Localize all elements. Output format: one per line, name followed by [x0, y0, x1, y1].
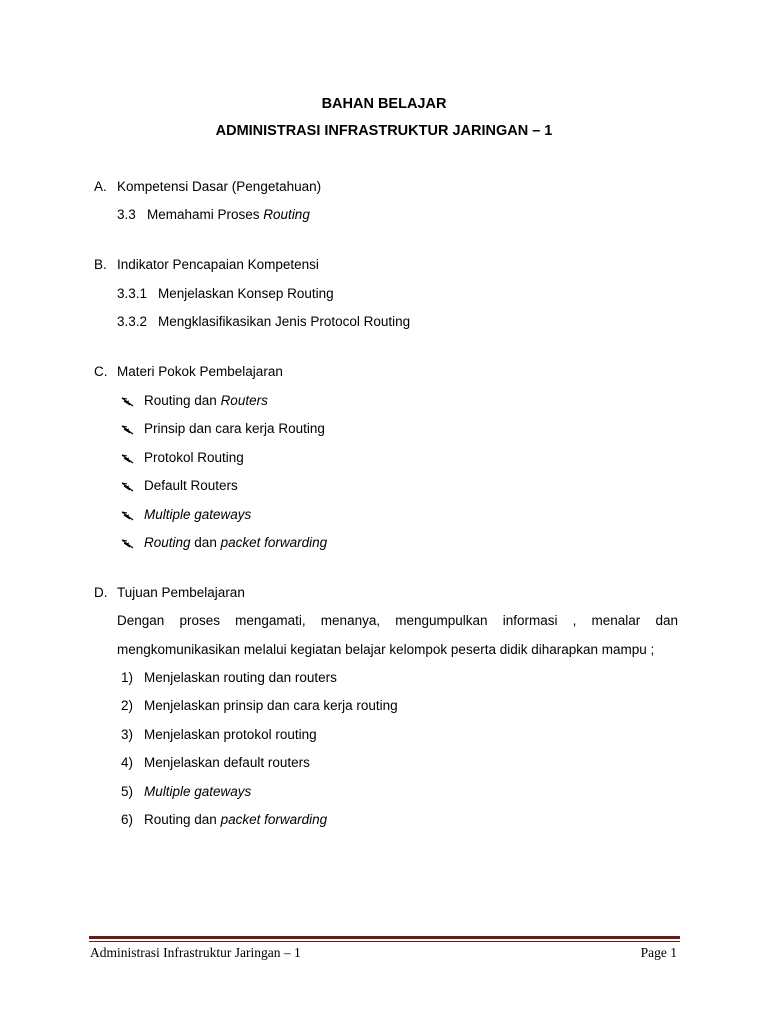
section-b-item-1-number: 3.3.1 [117, 286, 148, 301]
section-d-item-5-number: 5) [121, 784, 134, 799]
pointing-hand-icon [121, 481, 135, 493]
section-c-item-1 [144, 392, 268, 410]
section-b-item-2-text: Mengklasifikasikan Jenis Protocol Routing [158, 314, 411, 329]
section-d-item-3-number: 3) [121, 727, 134, 742]
section-d-item-6-text: Routing dan [144, 812, 221, 827]
section-d-item-2-number: 2) [121, 698, 134, 713]
section-d-item-1-text: Menjelaskan routing dan routers [144, 670, 337, 685]
section-c-heading: Materi Pokok Pembelajaran [117, 364, 283, 379]
section-d-heading: Tujuan Pembelajaran [117, 585, 245, 600]
footer-page-number: Page 1 [640, 945, 677, 960]
section-b-item-1-text: Menjelaskan Konsep Routing [158, 286, 334, 301]
section-d-item-1-number: 1) [121, 670, 134, 685]
document-title: BAHAN BELAJAR [321, 96, 447, 112]
pointing-hand-icon [121, 424, 135, 436]
section-a-item-italic: Routing [263, 207, 310, 222]
section-d-item-4-text: Menjelaskan default routers [144, 755, 310, 770]
pointing-hand-icon [121, 510, 135, 522]
document-subtitle: ADMINISTRASI INFRASTRUKTUR JARINGAN – 1 [215, 123, 553, 139]
section-c-item-6-text: dan [190, 535, 221, 550]
section-c-item-6-italic-a: Routing [144, 535, 191, 550]
section-c-item-4: Default Routers [144, 478, 238, 493]
section-c-item-2: Prinsip dan cara kerja Routing [144, 421, 325, 436]
footer-title: Administrasi Infrastruktur Jaringan – 1 [90, 945, 301, 960]
section-a-item-number: 3.3 [117, 207, 136, 222]
section-c-marker: C. [94, 364, 108, 379]
pointing-hand-icon [121, 453, 135, 465]
section-d-item-6-number: 6) [121, 812, 134, 827]
pointing-hand-icon [121, 538, 135, 550]
section-a-heading: Kompetensi Dasar (Pengetahuan) [117, 179, 322, 194]
section-d-intro-line-1: Dengan proses mengamati, menanya, mengumpulkan informasi , menalar dan [117, 613, 678, 628]
section-c-item-6 [144, 534, 327, 552]
section-d-item-4-number: 4) [121, 755, 134, 770]
section-d-item-3-text: Menjelaskan protokol routing [144, 727, 317, 742]
section-c-item-1-text: Routing dan [144, 393, 221, 408]
section-d-item-2-text: Menjelaskan prinsip dan cara kerja routing [144, 698, 398, 713]
section-a-marker: A. [94, 179, 107, 194]
section-c-item-6-italic-b: packet forwarding [220, 535, 328, 550]
section-c-item-5: Multiple gateways [144, 507, 252, 522]
section-b-item-2-number: 3.3.2 [117, 314, 148, 329]
section-d-item-6-italic: packet forwarding [220, 812, 328, 827]
section-d-marker: D. [94, 585, 108, 600]
section-d-intro-line-2: mengkomunikasikan melalui kegiatan belajar kelompok peserta didik diharapkan mampu ; [117, 642, 655, 657]
section-b-marker: B. [94, 257, 107, 272]
section-b-heading: Indikator Pencapaian Kompetensi [117, 257, 319, 272]
section-d-item-5-text: Multiple gateways [144, 784, 252, 799]
section-c-item-1-italic: Routers [220, 393, 268, 408]
section-d-item-6 [144, 811, 327, 829]
section-a-item-text: Memahami Proses [147, 207, 264, 222]
pointing-hand-icon [121, 396, 135, 408]
section-a-item [147, 206, 310, 224]
footer-rule [89, 936, 680, 939]
footer-rule-thin [89, 941, 680, 942]
section-c-item-3: Protokol Routing [144, 450, 244, 465]
